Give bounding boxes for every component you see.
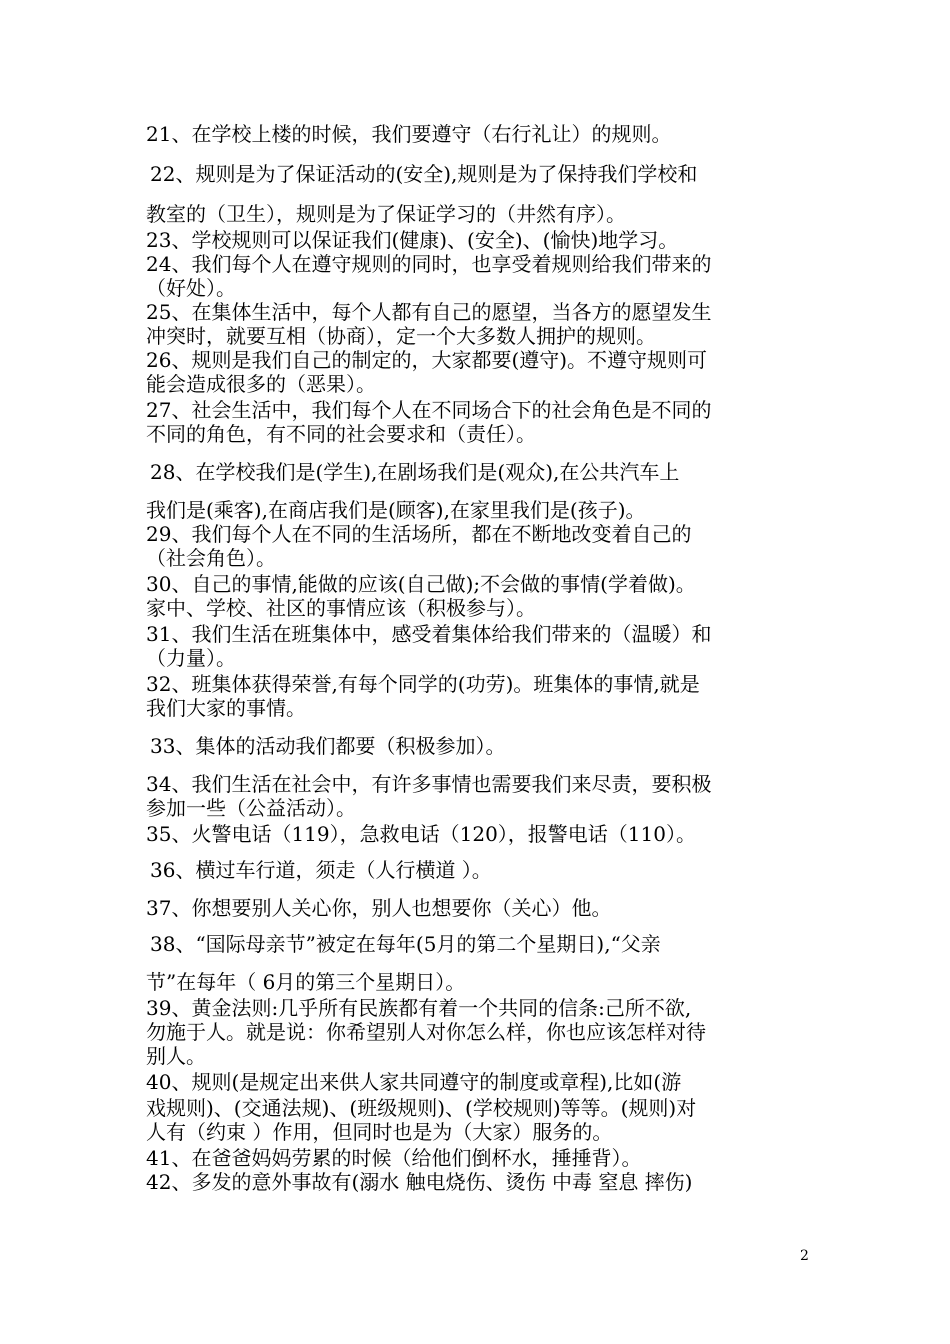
text-line: 戏规则)、(交通法规)、(班级规则)、(学校规则)等等。(规则)对 bbox=[146, 1096, 697, 1120]
text-line: 别人。 bbox=[146, 1044, 206, 1068]
text-line: 参加一些（公益活动）。 bbox=[146, 796, 356, 820]
page-number: 2 bbox=[800, 1248, 809, 1264]
text-line: 30、自己的事情,能做的应该(自己做);不会做的事情(学着做)。 bbox=[146, 572, 696, 596]
text-line: 40、规则(是规定出来供人家共同遵守的制度或章程),比如(游 bbox=[146, 1070, 682, 1094]
text-line: 教室的（卫生），规则是为了保证学习的（井然有序）。 bbox=[146, 202, 626, 226]
text-line: 冲突时，就要互相（协商），定一个大多数人拥护的规则。 bbox=[146, 324, 656, 348]
text-line: 21、在学校上楼的时候，我们要遵守（右行礼让）的规则。 bbox=[146, 122, 672, 146]
text-line: 我们大家的事情。 bbox=[146, 696, 306, 720]
text-line: 27、社会生活中，我们每个人在不同场合下的社会角色是不同的 bbox=[146, 398, 712, 422]
text-line: 31、我们生活在班集体中，感受着集体给我们带来的（温暖）和 bbox=[146, 622, 712, 646]
text-line: 24、我们每个人在遵守规则的同时，也享受着规则给我们带来的 bbox=[146, 252, 712, 276]
text-line: 节”在每年（ 6月的第三个星期日）。 bbox=[146, 970, 466, 994]
text-line: 34、我们生活在社会中，有许多事情也需要我们来尽责，要积极 bbox=[146, 772, 712, 796]
text-line: 41、在爸爸妈妈劳累的时候（给他们倒杯水，捶捶背）。 bbox=[146, 1146, 642, 1170]
text-line: 26、规则是我们自己的制定的，大家都要(遵守)。不遵守规则可 bbox=[146, 348, 708, 372]
text-line: 38、“国际母亲节”被定在每年(5月的第二个星期日),“父亲 bbox=[150, 932, 661, 956]
text-line: 23、学校规则可以保证我们(健康)、(安全)、(愉快)地学习。 bbox=[146, 228, 679, 252]
text-line: 25、在集体生活中，每个人都有自己的愿望，当各方的愿望发生 bbox=[146, 300, 712, 324]
text-line: （好处）。 bbox=[146, 276, 236, 300]
text-line: 42、多发的意外事故有(溺水 触电烧伤、烫伤 中毒 窒息 摔伤) bbox=[146, 1170, 693, 1194]
text-line: 22、规则是为了保证活动的(安全),规则是为了保持我们学校和 bbox=[150, 162, 698, 186]
text-line: 勿施于人。就是说：你希望别人对你怎么样，你也应该怎样对待 bbox=[146, 1020, 706, 1044]
text-line: 不同的角色，有不同的社会要求和（责任）。 bbox=[146, 422, 536, 446]
text-line: 人有（约束 ）作用，但同时也是为（大家）服务的。 bbox=[146, 1120, 613, 1144]
text-line: 37、你想要别人关心你，别人也想要你（关心）他。 bbox=[146, 896, 612, 920]
text-line: 35、火警电话（119），急救电话（120），报警电话（110）。 bbox=[146, 822, 696, 846]
text-line: 我们是(乘客),在商店我们是(顾客),在家里我们是(孩子)。 bbox=[146, 498, 646, 522]
text-line: 39、黄金法则:几乎所有民族都有着一个共同的信条:己所不欲, bbox=[146, 996, 692, 1020]
text-line: 33、集体的活动我们都要（积极参加）。 bbox=[150, 734, 506, 758]
text-line: 能会造成很多的（恶果）。 bbox=[146, 372, 376, 396]
text-line: （社会角色）。 bbox=[146, 546, 276, 570]
text-line: 36、横过车行道，须走（人行横道 ）。 bbox=[150, 858, 492, 882]
text-line: 家中、学校、社区的事情应该（积极参与）。 bbox=[146, 596, 536, 620]
text-line: 28、在学校我们是(学生),在剧场我们是(观众),在公共汽车上 bbox=[150, 460, 680, 484]
text-line: 29、我们每个人在不同的生活场所，都在不断地改变着自己的 bbox=[146, 522, 692, 546]
text-line: （力量）。 bbox=[146, 646, 236, 670]
text-line: 32、班集体获得荣誉,有每个同学的(功劳)。班集体的事情,就是 bbox=[146, 672, 700, 696]
